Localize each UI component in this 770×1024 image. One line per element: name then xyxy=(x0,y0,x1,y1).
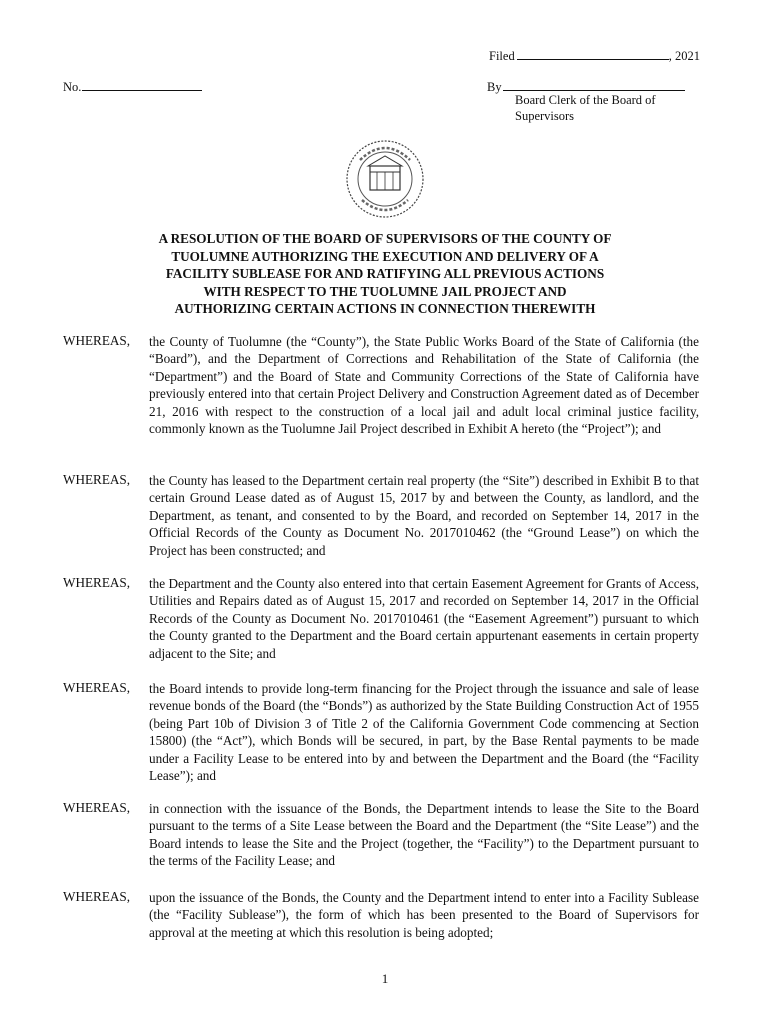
paragraph-text: the County of Tuolumne (the “County”), the State Public Works Board of the State of California (the “Board”), and the Department of Corrections and Rehabilitation of the State of California (the “Department”) and the Board of State and Community Corrections of the State of California have previously entered into that certain Project Delivery and Construction Agreement dated as of December 21, 2016 with respect to the construction of a local jail and adult local criminal justice facility, commonly known as the Tuolumne Jail Project described in Exhibit A hereto (the “Project”); and xyxy=(149,334,699,437)
filed-label: Filed xyxy=(489,49,515,63)
resolution-number-line xyxy=(63,78,202,95)
paragraph-text: the Board intends to provide long-term financing for the Project through the issuance and sale of lease revenue bonds of the Board (the “Bonds”) as authorized by the State Building Construction Act of 1955 (being Part 10b of Division 3 of Title 2 of the California Government Code commencing at Section 15800) (the “Act”), which Bonds will be secured, in part, by the Base Rental payments to be made under a Facility Lease to be entered into by and between the Department and the Board (the “Facility Lease”); and xyxy=(149,681,699,784)
title-line: AUTHORIZING CERTAIN ACTIONS IN CONNECTION THEREWITH xyxy=(174,301,596,316)
page-number: 1 xyxy=(381,971,389,986)
filed-line xyxy=(489,47,700,64)
number-label: No. xyxy=(63,80,82,94)
whereas-label: WHEREAS, xyxy=(63,472,131,487)
whereas-paragraph xyxy=(63,472,699,559)
clerk-title: Board Clerk of the Board of Supervisors xyxy=(515,93,656,123)
county-seal-icon xyxy=(344,138,426,220)
title-line: FACILITY SUBLEASE FOR AND RATIFYING ALL PREVIOUS ACTIONS xyxy=(165,266,605,281)
number-blank xyxy=(82,78,202,91)
signature-blank xyxy=(503,78,685,91)
whereas-label: WHEREAS, xyxy=(63,680,131,695)
by-label: By xyxy=(487,80,502,94)
whereas-label: WHEREAS, xyxy=(63,800,131,815)
paragraph-text: in connection with the issuance of the Bonds, the Department intends to lease the Site to the Board pursuant to the terms of a Site Lease between the Board and the Department (the “Site Lease”) and the Board intends to lease the Site and the Project (together, the “Facility”) to the Department pursuant to the terms of the Facility Lease; and xyxy=(149,801,699,869)
paragraph-text: the County has leased to the Department certain real property (the “Site”) described in Exhibit B to that certain Ground Lease dated as of August 15, 2017 by and between the County, as landlord, and the Department, as tenant, and consented to by the Board, and recorded on September 14, 2017 in the Official Records of the County as Document No. 2017010462 (the “Ground Lease”) on which the Project has been constructed; and xyxy=(149,473,699,558)
whereas-label: WHEREAS, xyxy=(63,889,131,904)
filed-year: , 2021 xyxy=(668,49,700,63)
whereas-label: WHEREAS, xyxy=(63,575,131,590)
whereas-label: WHEREAS, xyxy=(63,333,131,348)
resolution-title xyxy=(110,230,660,318)
whereas-paragraph xyxy=(63,680,699,784)
whereas-paragraph xyxy=(63,800,699,870)
title-line: WITH RESPECT TO THE TUOLUMNE JAIL PROJECT AND xyxy=(203,283,567,299)
paragraph-text: the Department and the County also entered into that certain Easement Agreement for Grants of Access, Utilities and Repairs dated as of August 15, 2017 and recorded on September 14, 2017 in the Official Records of the County as Document No. 2017010461 (the “Easement Agreement”) pursuant to which the County granted to the Department and the Board certain appurtenant easements in certain property adjacent to the Site; and xyxy=(149,576,699,661)
paragraph-text: upon the issuance of the Bonds, the County and the Department intend to enter into a Facility Sublease (the “Facility Sublease”), the form of which has been presented to the Board of Supervisors for approval at the meeting at which this resolution is being adopted; xyxy=(149,890,699,940)
whereas-paragraph xyxy=(63,889,699,941)
filed-date-blank xyxy=(517,47,669,60)
whereas-paragraph xyxy=(63,333,699,437)
whereas-paragraph xyxy=(63,575,699,662)
title-line: A RESOLUTION OF THE BOARD OF SUPERVISORS OF THE COUNTY OF xyxy=(158,231,612,246)
title-line: TUOLUMNE AUTHORIZING THE EXECUTION AND DELIVERY OF A xyxy=(171,248,599,264)
